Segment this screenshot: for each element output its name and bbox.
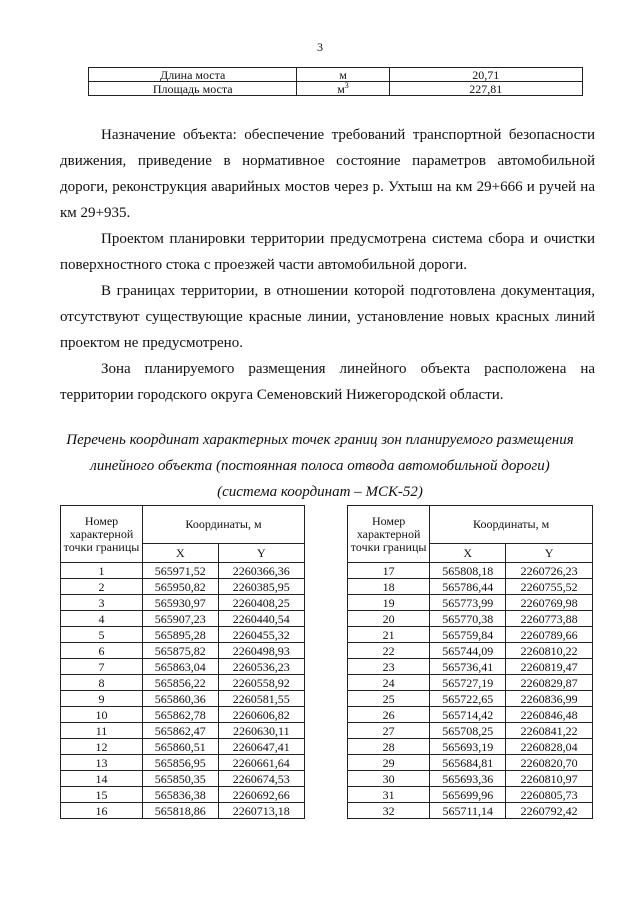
caption-line: (система координат – МСК-52) [217,484,423,500]
y-coordinate-cell: 2260828,04 [506,739,593,755]
x-coordinate-cell: 565773,99 [430,595,506,611]
x-header: X [142,544,218,563]
point-number-cell: 31 [348,787,430,803]
point-number-cell: 10 [61,707,143,723]
x-coordinate-cell: 565708,25 [430,723,506,739]
y-coordinate-cell: 2260581,55 [218,691,304,707]
y-coordinate-cell: 2260692,66 [218,787,304,803]
point-number-cell: 14 [61,771,143,787]
paragraph-drainage: Проектом планировки территории предусмотрена система сбора и очистки поверхностного стока с проезжей части автомобильной дороги. [60,231,595,273]
point-number-cell: 4 [61,611,143,627]
point-number-cell: 21 [348,627,430,643]
y-coordinate-cell: 2260647,41 [218,739,304,755]
y-coordinate-cell: 2260674,53 [218,771,304,787]
y-coordinate-cell: 2260408,25 [218,595,304,611]
table-row [348,707,593,723]
point-number-cell: 6 [61,643,143,659]
x-coordinate-cell: 565818,86 [142,803,218,819]
x-coordinate-cell: 565722,65 [430,691,506,707]
y-coordinate-cell: 2260558,92 [218,675,304,691]
x-coordinate-cell: 565950,82 [142,579,218,595]
point-number-cell: 20 [348,611,430,627]
table-row [348,771,593,787]
table-row [61,787,305,803]
point-number-cell: 2 [61,579,143,595]
y-coordinate-cell: 2260440,54 [218,611,304,627]
table-row [348,643,593,659]
table-row [61,643,305,659]
point-number-cell: 19 [348,595,430,611]
table-row [348,803,593,819]
y-coordinate-cell: 2260726,23 [506,563,593,579]
point-number-cell: 18 [348,579,430,595]
point-number-cell: 29 [348,755,430,771]
x-coordinate-cell: 565786,44 [430,579,506,595]
x-coordinate-cell: 565971,52 [142,563,218,579]
table-row [61,595,305,611]
caption-line: линейного объекта (постоянная полоса отвода автомобильной дороги) [90,458,550,474]
x-coordinate-cell: 565860,36 [142,691,218,707]
table-row [348,659,593,675]
table-row [348,595,593,611]
y-coordinate-cell: 2260630,11 [218,723,304,739]
unit-superscript: 3 [344,80,349,90]
x-coordinate-cell: 565860,51 [142,739,218,755]
point-number-cell: 9 [61,691,143,707]
point-number-cell: 32 [348,803,430,819]
x-coordinate-cell: 565863,04 [142,659,218,675]
y-coordinate-cell: 2260713,18 [218,803,304,819]
y-coordinate-cell: 2260385,95 [218,579,304,595]
y-coordinate-cell: 2260769,98 [506,595,593,611]
table-row [348,691,593,707]
point-number-cell: 13 [61,755,143,771]
x-coordinate-cell: 565856,95 [142,755,218,771]
table-row [61,627,305,643]
point-number-cell: 28 [348,739,430,755]
page-number: 3 [317,40,323,54]
table-row [61,659,305,675]
y-coordinate-cell: 2260810,97 [506,771,593,787]
point-number-cell: 25 [348,691,430,707]
point-number-cell: 15 [61,787,143,803]
point-number-cell: 23 [348,659,430,675]
table-row [61,707,305,723]
table-row [61,579,305,595]
table-row [61,675,305,691]
bridge-length-value: 20,71 [389,68,582,82]
bridge-area-label: Площадь моста [89,82,297,96]
y-coordinate-cell: 2260819,47 [506,659,593,675]
y-coordinate-cell: 2260829,87 [506,675,593,691]
bridge-length-label: Длина моста [89,68,297,82]
y-coordinate-cell: 2260789,66 [506,627,593,643]
table-row [61,739,305,755]
table-row [348,755,593,771]
point-number-cell: 5 [61,627,143,643]
point-number-header: Номер характерной точки границы [348,506,430,563]
x-coordinate-cell: 565836,38 [142,787,218,803]
x-coordinate-cell: 565895,28 [142,627,218,643]
paragraph-red-lines: В границах территории, в отношении которой подготовлена документация, отсутствуют существующие красные линии, установление новых красных линий проектом не предусмотрено. [60,283,595,351]
x-coordinate-cell: 565875,82 [142,643,218,659]
point-number-cell: 27 [348,723,430,739]
y-coordinate-cell: 2260810,22 [506,643,593,659]
table-row [348,579,593,595]
y-coordinate-cell: 2260755,52 [506,579,593,595]
body-text [60,122,595,408]
point-number-cell: 7 [61,659,143,675]
y-coordinate-cell: 2260536,23 [218,659,304,675]
table-row [61,563,305,579]
caption-line: Перечень координат характерных точек границ зон планируемого размещения [66,432,574,448]
y-header: Y [506,544,593,563]
y-coordinate-cell: 2260836,99 [506,691,593,707]
point-number-cell: 8 [61,675,143,691]
x-coordinate-cell: 565862,47 [142,723,218,739]
table-row [89,68,583,82]
y-coordinate-cell: 2260773,88 [506,611,593,627]
coordinates-caption [0,427,640,505]
x-coordinate-cell: 565850,35 [142,771,218,787]
point-number-cell: 22 [348,643,430,659]
y-coordinate-cell: 2260805,73 [506,787,593,803]
bridge-parameters-table [88,67,583,96]
bridge-length-unit: м [297,68,389,82]
table-row [348,723,593,739]
table-row [61,691,305,707]
point-number-cell: 1 [61,563,143,579]
paragraph-purpose: Назначение объекта: обеспечение требований транспортной безопасности движения, приведение в нормативное состояние параметров автомобильной дороги, реконструкция аварийных мостов через р. Ухтыш на км 29+666 и ручей на км 29+935. [60,127,595,221]
x-coordinate-cell: 565856,22 [142,675,218,691]
y-coordinate-cell: 2260498,93 [218,643,304,659]
table-row [61,611,305,627]
table-row [348,611,593,627]
x-header: X [430,544,506,563]
point-number-cell: 26 [348,707,430,723]
x-coordinate-cell: 565759,84 [430,627,506,643]
table-row [348,787,593,803]
table-row [61,771,305,787]
table-row [348,563,593,579]
x-coordinate-cell: 565736,41 [430,659,506,675]
x-coordinate-cell: 565699,96 [430,787,506,803]
y-header: Y [218,544,304,563]
paragraph-location: Зона планируемого размещения линейного объекта расположена на территории городского округа Семеновский Нижегородской области. [60,361,595,403]
table-row [89,82,583,96]
point-number-cell: 30 [348,771,430,787]
point-number-cell: 24 [348,675,430,691]
x-coordinate-cell: 565862,78 [142,707,218,723]
point-number-cell: 12 [61,739,143,755]
x-coordinate-cell: 565727,19 [430,675,506,691]
table-row [348,627,593,643]
y-coordinate-cell: 2260606,82 [218,707,304,723]
table-row [348,739,593,755]
coordinates-header: Координаты, м [430,506,593,544]
y-coordinate-cell: 2260366,36 [218,563,304,579]
y-coordinate-cell: 2260792,42 [506,803,593,819]
y-coordinate-cell: 2260846,48 [506,707,593,723]
coordinates-header: Координаты, м [142,506,304,544]
x-coordinate-cell: 565684,81 [430,755,506,771]
x-coordinate-cell: 565744,09 [430,643,506,659]
point-number-cell: 17 [348,563,430,579]
bridge-area-unit: $м^3$ [297,82,389,96]
coordinates-table-right [347,505,593,819]
x-coordinate-cell: 565808,18 [430,563,506,579]
table-row [61,803,305,819]
point-number-cell: 11 [61,723,143,739]
x-coordinate-cell: 565714,42 [430,707,506,723]
x-coordinate-cell: 565693,36 [430,771,506,787]
y-coordinate-cell: 2260820,70 [506,755,593,771]
y-coordinate-cell: 2260455,32 [218,627,304,643]
bridge-area-value: 227,81 [389,82,582,96]
point-number-header: Номер характерной точки границы [61,506,143,563]
x-coordinate-cell: 565770,38 [430,611,506,627]
table-row [61,723,305,739]
table-row [61,755,305,771]
x-coordinate-cell: 565907,23 [142,611,218,627]
x-coordinate-cell: 565930,97 [142,595,218,611]
y-coordinate-cell: 2260841,22 [506,723,593,739]
point-number-cell: 3 [61,595,143,611]
y-coordinate-cell: 2260661,64 [218,755,304,771]
x-coordinate-cell: 565693,19 [430,739,506,755]
x-coordinate-cell: 565711,14 [430,803,506,819]
coordinates-table-left [60,505,305,819]
table-row [348,675,593,691]
point-number-cell: 16 [61,803,143,819]
